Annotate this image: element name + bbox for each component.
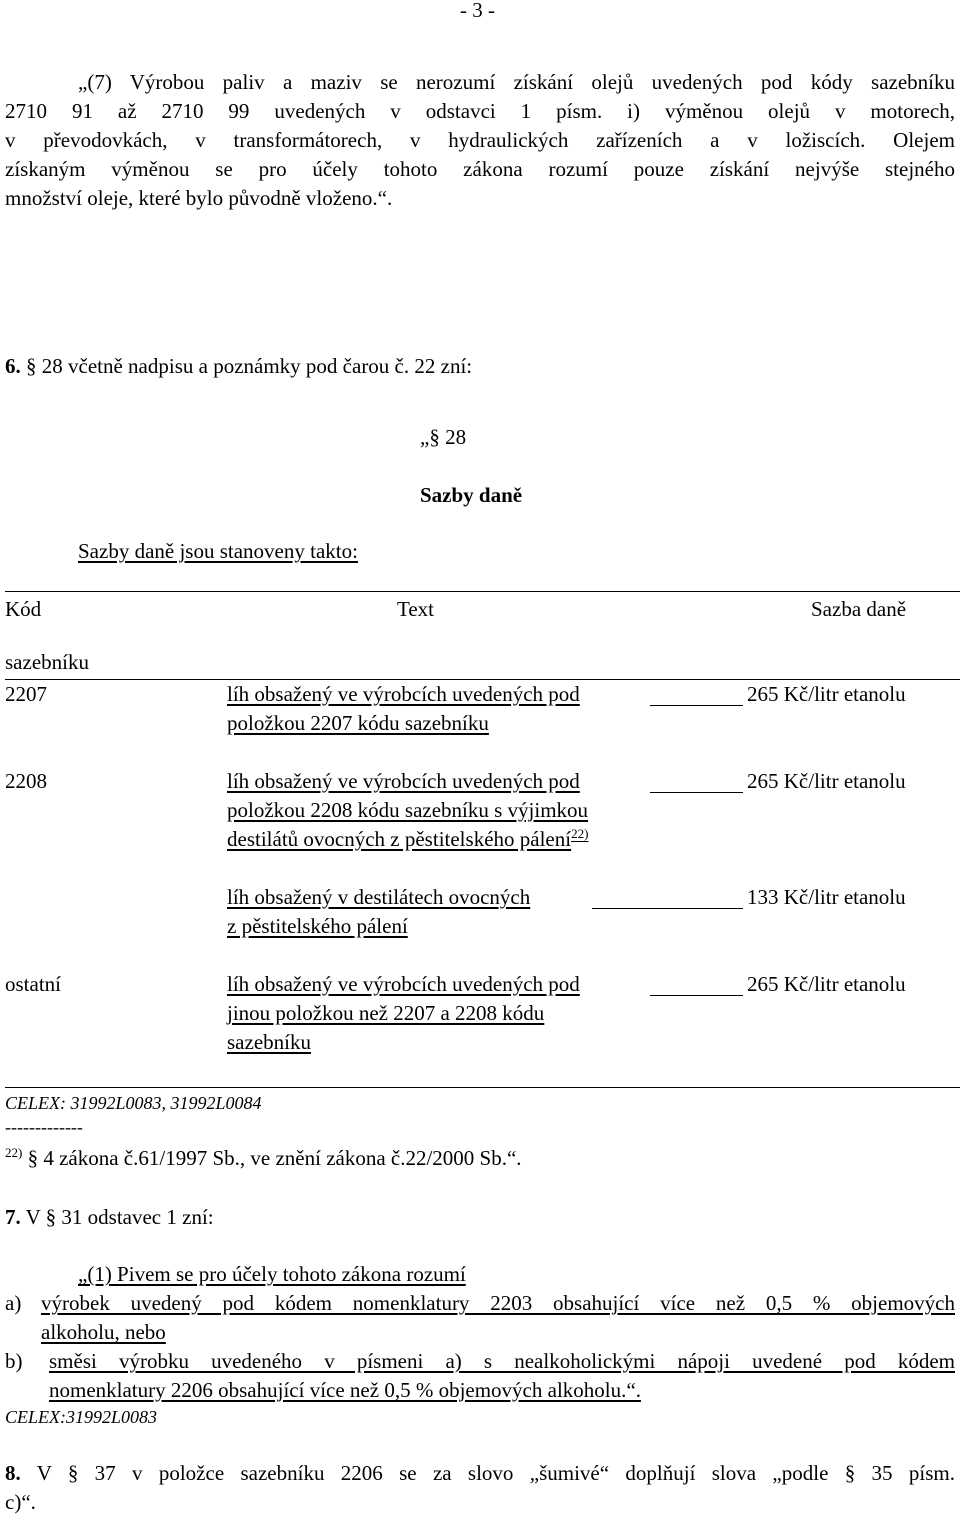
item-6 (5, 352, 472, 381)
row-rate: 265 Kč/litr etanolu (747, 682, 906, 706)
item6-text: § 28 včetně nadpisu a poznámky pod čarou č. 22 zní: (26, 354, 473, 378)
row-text-line1: líh obsažený ve výrobcích uvedených pod (227, 972, 580, 996)
row-rate: 265 Kč/litr etanolu (747, 769, 906, 793)
row-code: 2208 (5, 769, 47, 793)
table-top-rule (5, 591, 960, 592)
para7-line3: v převodovkách, v transformátorech, v hydraulických zařízeních a v ložiscích. Olejem (5, 128, 955, 152)
item7-celex: CELEX:31992L0083 (5, 1407, 158, 1427)
row-leader-line (592, 908, 743, 909)
item7-b-line1: směsi výrobku uvedeného v písmeni a) s nealkoholickými nápoji uvedené pod kódem (49, 1349, 955, 1373)
item8-text: V § 37 v položce sazebníku 2206 se za slovo „šumivé“ doplňují slova „podle § 35 písm. (20, 1461, 955, 1485)
header-code-2: sazebníku (5, 650, 89, 674)
para7-line1: „(7) Výrobou paliv a maziv se nerozumí získání olejů uvedených pod kódy sazebníku (78, 70, 955, 94)
header-text: Text (397, 597, 435, 621)
item7-a-label: a) (5, 1291, 22, 1315)
footnote (5, 1144, 522, 1173)
item-8-line2: c)“. (5, 1490, 36, 1514)
item7-text: V § 31 odstavec 1 zní: (20, 1205, 214, 1229)
item-7 (5, 1203, 214, 1232)
para7-line4: získaným výměnou se pro účely tohoto zákona rozumí pouze získání nejvýše stejného (5, 157, 955, 181)
row-text-line2: jinou položkou než 2207 a 2208 kódu (227, 1001, 545, 1025)
row-text-line3: sazebníku (227, 1030, 311, 1054)
item7-number: 7. (5, 1205, 21, 1229)
header-rate: Sazba daně (811, 597, 907, 621)
para7-line5: množství oleje, které bylo původně vloženo.“. (5, 186, 393, 210)
row-text-line2: z pěstitelského pálení (227, 914, 408, 938)
row-code: 2207 (5, 682, 47, 706)
footnote-text: § 4 zákona č.61/1997 Sb., ve znění zákona č.22/2000 Sb.“. (22, 1146, 522, 1170)
table-bottom-rule (5, 1087, 960, 1088)
section-intro: Sazby daně jsou stanoveny takto: (78, 539, 358, 563)
item7-quote: „(1) Pivem se pro účely tohoto zákona rozumí (78, 1262, 466, 1286)
row-text-line1: líh obsažený ve výrobcích uvedených pod (227, 682, 580, 706)
section-mark: „§ 28 (420, 425, 467, 449)
item7-a-line2: alkoholu, nebo (41, 1320, 166, 1344)
footnote-separator: ------------- (5, 1117, 83, 1137)
item7-b-label: b) (5, 1349, 23, 1373)
section-title: Sazby daně (420, 483, 523, 507)
row-text-line1: líh obsažený ve výrobcích uvedených pod (227, 769, 580, 793)
item6-number: 6. (5, 354, 21, 378)
row-rate: 133 Kč/litr etanolu (747, 885, 906, 909)
para7-line2: 2710 91 až 2710 99 uvedených v odstavci 1 písm. i) výměnou olejů v motorech, (5, 99, 955, 123)
item7-a-line1: výrobek uvedený pod kódem nomenklatury 2203 obsahující více než 0,5 % objemových (41, 1291, 955, 1315)
row-leader-line (650, 705, 743, 706)
celex-reference: CELEX: 31992L0083, 31992L0084 (5, 1093, 262, 1113)
row-rate: 265 Kč/litr etanolu (747, 972, 906, 996)
row-leader-line (650, 995, 743, 996)
row-text-line3: destilátů ovocných z pěstitelského pálení$^{22)}$ (227, 826, 589, 851)
footnote-number: 22) (5, 1145, 23, 1160)
header-code: Kód (5, 597, 42, 621)
row-code: ostatní (5, 972, 61, 996)
row-leader-line (650, 792, 743, 793)
page-number: - 3 - (460, 0, 495, 22)
item7-b-line2: nomenklatury 2206 obsahující více než 0,5 % objemových alkoholu.“. (49, 1378, 641, 1402)
row-text-line2: položkou 2207 kódu sazebníku (227, 711, 489, 735)
item8-number: 8. (5, 1461, 21, 1485)
row-text-line2: položkou 2208 kódu sazebníku s výjimkou (227, 798, 589, 822)
row-text-line1: líh obsažený v destilátech ovocných (227, 885, 531, 909)
item-8-line1 (5, 1459, 955, 1488)
